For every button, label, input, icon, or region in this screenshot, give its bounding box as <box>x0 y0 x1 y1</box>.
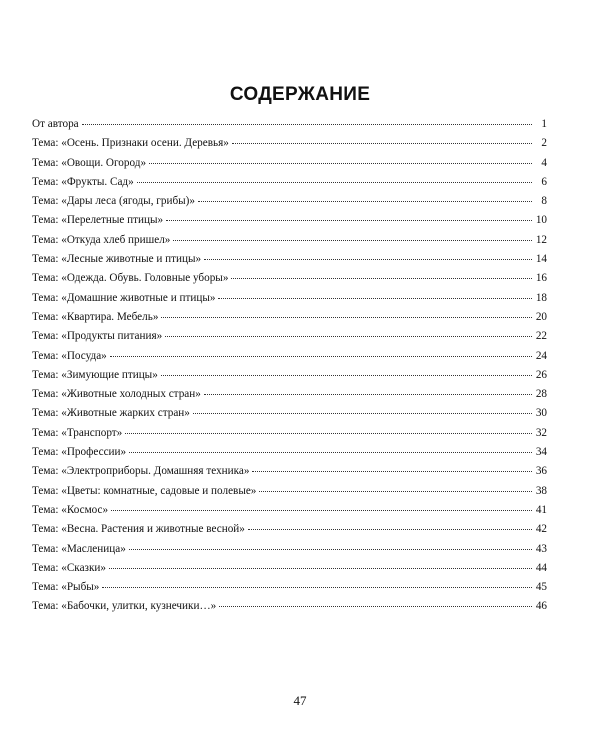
toc-entry-page: 4 <box>541 156 547 169</box>
dot-leader <box>129 548 532 550</box>
page-title: СОДЕРЖАНИЕ <box>229 84 371 105</box>
dot-leader <box>110 355 532 357</box>
dot-leader <box>137 181 532 183</box>
toc-entry-title: Тема: «Масленица» <box>32 542 126 555</box>
toc-entry <box>32 214 547 233</box>
dot-leader <box>173 239 532 241</box>
toc-entry-page: 8 <box>541 195 547 208</box>
toc-entry <box>32 330 547 349</box>
toc-entry-page: 43 <box>535 542 547 555</box>
table-of-contents <box>32 118 547 620</box>
toc-entry <box>32 176 547 195</box>
toc-entry-page: 32 <box>535 426 547 439</box>
dot-leader <box>165 335 532 337</box>
toc-entry-page: 38 <box>535 484 547 497</box>
dot-leader <box>166 219 532 221</box>
toc-entry-page: 36 <box>535 465 547 478</box>
toc-entry-title: Тема: «Продукты питания» <box>32 330 163 343</box>
toc-entry <box>32 137 547 156</box>
toc-entry-title: Тема: «Животные жарких стран» <box>32 407 190 420</box>
toc-entry-page: 34 <box>535 446 547 459</box>
toc-entry <box>32 562 547 581</box>
toc-entry-title: Тема: «Домашние животные и птицы» <box>32 291 216 304</box>
toc-entry <box>32 157 547 176</box>
toc-entry <box>32 427 547 446</box>
dot-leader <box>161 374 532 376</box>
dot-leader <box>204 393 532 395</box>
toc-entry-title: Тема: «Осень. Признаки осени. Деревья» <box>32 137 229 150</box>
toc-entry <box>32 311 547 330</box>
toc-entry-title: Тема: «Зимующие птицы» <box>32 368 158 381</box>
toc-entry-page: 22 <box>535 330 547 343</box>
toc-entry-page: 28 <box>535 388 547 401</box>
toc-entry <box>32 504 547 523</box>
toc-entry <box>32 523 547 542</box>
toc-entry-title: Тема: «Квартира. Мебель» <box>32 310 159 323</box>
toc-entry-title: Тема: «Цветы: комнатные, садовые и полевые» <box>32 484 257 497</box>
toc-entry-title: Тема: «Электроприборы. Домашняя техника» <box>32 465 250 478</box>
toc-entry-title: Тема: «Овощи. Огород» <box>32 156 147 169</box>
toc-entry-page: 20 <box>535 310 547 323</box>
dot-leader <box>111 509 532 511</box>
toc-entry-title: Тема: «Весна. Растения и животные весной» <box>32 523 245 536</box>
toc-entry-title: Тема: «Фрукты. Сад» <box>32 175 134 188</box>
toc-entry-page: 1 <box>541 118 547 130</box>
toc-entry-title: От автора <box>32 118 79 130</box>
toc-entry-title: Тема: «Транспорт» <box>32 426 123 439</box>
toc-entry-page: 10 <box>535 214 547 227</box>
toc-entry <box>32 407 547 426</box>
dot-leader <box>252 470 532 472</box>
dot-leader <box>204 258 532 260</box>
toc-entry-page: 42 <box>535 523 547 536</box>
toc-entry <box>32 581 547 600</box>
dot-leader <box>259 490 532 492</box>
toc-entry <box>32 543 547 562</box>
toc-entry-page: 6 <box>541 175 547 188</box>
dot-leader <box>109 567 532 569</box>
dot-leader <box>248 528 532 530</box>
toc-entry-title: Тема: «Животные холодных стран» <box>32 388 201 401</box>
dot-leader <box>218 297 532 299</box>
toc-entry-page: 14 <box>535 253 547 266</box>
toc-entry <box>32 272 547 291</box>
toc-entry-page: 41 <box>535 503 547 516</box>
dot-leader <box>125 432 532 434</box>
toc-entry-page: 18 <box>535 291 547 304</box>
dot-leader <box>129 451 532 453</box>
page-number: 47 <box>293 693 307 708</box>
toc-entry <box>32 118 547 137</box>
toc-entry-title: Тема: «Одежда. Обувь. Головные уборы» <box>32 272 229 285</box>
toc-entry <box>32 600 547 619</box>
toc-entry-page: 46 <box>535 600 547 613</box>
toc-entry <box>32 388 547 407</box>
toc-entry-title: Тема: «Бабочки, улитки, кузнечики…» <box>32 600 217 613</box>
toc-entry-title: Тема: «Откуда хлеб пришел» <box>32 233 171 246</box>
dot-leader <box>102 586 532 588</box>
dot-leader <box>149 162 532 164</box>
toc-entry <box>32 195 547 214</box>
dot-leader <box>161 316 532 318</box>
toc-entry-title: Тема: «Посуда» <box>32 349 107 362</box>
toc-entry-title: Тема: «Космос» <box>32 503 109 516</box>
toc-entry <box>32 465 547 484</box>
toc-entry-title: Тема: «Лесные животные и птицы» <box>32 253 202 266</box>
toc-entry-page: 16 <box>535 272 547 285</box>
toc-entry <box>32 253 547 272</box>
toc-entry-title: Тема: «Сказки» <box>32 561 106 574</box>
dot-leader <box>193 412 532 414</box>
toc-entry-page: 12 <box>535 233 547 246</box>
toc-entry <box>32 350 547 369</box>
dot-leader <box>198 200 532 202</box>
dot-leader <box>82 123 532 125</box>
toc-entry <box>32 369 547 388</box>
toc-entry-page: 26 <box>535 368 547 381</box>
dot-leader <box>219 605 532 607</box>
toc-entry-page: 24 <box>535 349 547 362</box>
toc-entry-title: Тема: «Дары леса (ягоды, грибы)» <box>32 195 195 208</box>
toc-entry <box>32 446 547 465</box>
toc-entry <box>32 234 547 253</box>
toc-entry <box>32 292 547 311</box>
dot-leader <box>231 277 532 279</box>
toc-entry-page: 44 <box>535 561 547 574</box>
toc-entry-page: 45 <box>535 581 547 594</box>
toc-entry-title: Тема: «Рыбы» <box>32 581 100 594</box>
dot-leader <box>232 142 532 144</box>
toc-entry-title: Тема: «Профессии» <box>32 446 127 459</box>
toc-entry-title: Тема: «Перелетные птицы» <box>32 214 164 227</box>
toc-entry-page: 2 <box>541 137 547 150</box>
toc-entry <box>32 485 547 504</box>
toc-entry-page: 30 <box>535 407 547 420</box>
